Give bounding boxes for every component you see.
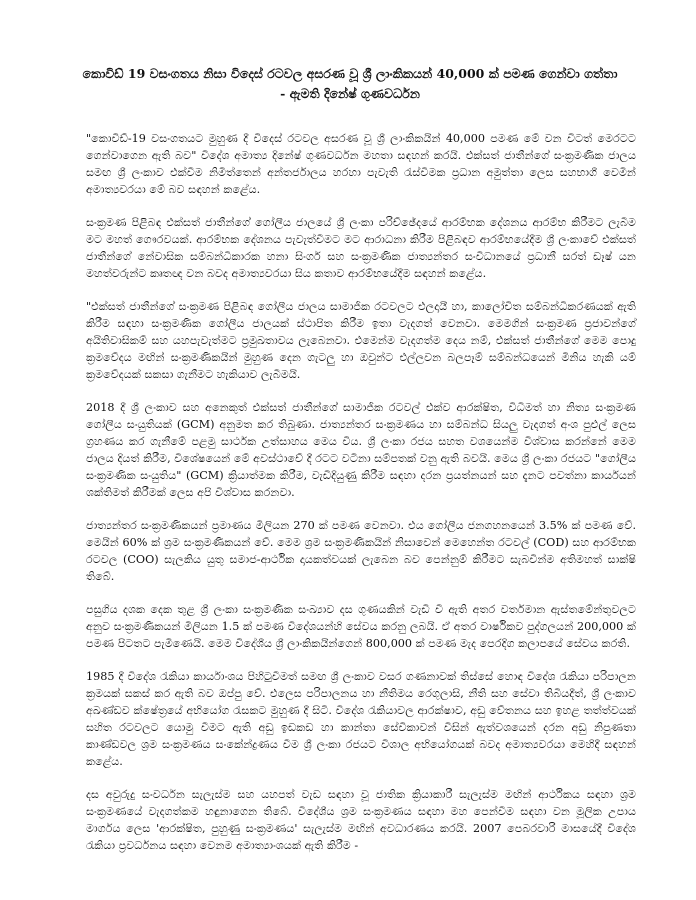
- title-line-1: කොවිඩ් 19 වසංගතය නිසා විදෙස් රටවල අසරණ වූ ශ්‍රී ලාංකිකයන් 40,000 ක් පමණ ගෙන්වා ගත්තා: [82, 66, 618, 81]
- paragraph-5: ජාත්‍යන්තර සංක්‍රමණිකයන් ප්‍රමාණය මිලියන 270 ක් පමණ වෙනවා. එය ගෝලීය ජනගහනයෙන් 3.5% ක් පමණ වේ. මෙයින් 60% ක් ශ්‍රම සංක්‍රමණිකයන් වේ. මෙම ශ්‍රම සංක්‍රමණිකයින් නිසාවෙන් මෙහෙන්ත රටවල් (COD) සහ ආරම්භක රටවල (COO) සැලකිය යුතු සමාජ-ආර්ථික දායකත්වයක් ලැබෙන බව පෙන්නුම් කිරීමට සැබවින්ම අතිමහත් සාක්ෂි තිබේ.: [86, 519, 636, 583]
- document-body: [86, 130, 636, 870]
- paragraph-4: 2018 දී ශ්‍රී ලංකාව සහ අනෙකුත් එක්සත් ජාතීන්ගේ සාමාජික රටවල් එක්ව ආරක්ෂිත, විධිමත් හා නිත්‍ය සංක්‍රමණ ගෝලීය සංයුතියක් (GCM) අනුමත කර තිබුණා. ජාත්‍යන්තර සංක්‍රමණය හා සම්බන්ධ සියලු වැදගත් අංශ පුළුල් ලෙස ග්‍රහණය කර ගැනීමේ පළමු සාර්ථක උත්සාහය මෙය විය. ශ්‍රී ලංකා රජය සහත වශයෙන්ම විශ්වාස කරන්නේ මෙම ජාලය දියත් කිරීම, විශේෂයෙන් මේ අවස්ථාවේ දී රටට වටිනා සම්පතක් වනු ඇති බවයි. මෙය ශ්‍රී ලංකා රජයට "ගෝලීය සංක්‍රමණික සංයුතිය" (GCM) ක්‍රියාත්මක කිරීම, වැඩිදියුණු කිරීම සඳහා දරන ප්‍රයත්නයන් සහ දැනට පවත්නා කාර්යයන් ශක්තිමත් කිරීමක් ලෙස අපි විශ්වාස කරනවා.: [86, 401, 636, 499]
- paragraph-1: "කොවිඩ්-19 වසංගතයට මුහුණ දී විදෙස් රටවල අසරණ වූ ශ්‍රී ලාංකිකයින් 40,000 පමණ මේ වන විටත් මෙරටට ගෙන්වාගෙන ඇති බව" විදේශ අමාත්‍ය දිනේෂ් ගුණවර්ධන මහතා සඳහන් කරයි. එක්සත් ජාතීන්ගේ සංක්‍රමණික ජාලය සමඟ ශ්‍රී ලංකාව එක්වීම නිමිත්තෙන් අන්තර්ජාලය හරහා පැවැති රැස්වීමක ප්‍රධාන අමුත්තා ලෙස සහභාගී වෙමින් අමාත්‍යවරයා මේ බව සඳහන් කළේය.: [86, 132, 636, 196]
- paragraph-8: දස අවුරුදු සංවර්ධන සැලැස්ම සහ යහපත් වැඩ සඳහා වූ ජාතික ක්‍රියාකාරී සැලැස්ම මඟින් ආර්ථිකය සඳහා ශ්‍රම සංක්‍රමණයේ වැදගත්කම හඳුනාගෙන තිබේ. විදේශීය ශ්‍රම සංක්‍රමණය සඳහා මහ පෙන්වීම සඳහා වන මූලික උපාය මාර්ගය ලෙස 'ආරක්ෂිත, පුහුණු සංක්‍රමණය' සැලැස්ම මඟින් අවධාරණය කරයි. 2007 පෙබරවාරි මාසයේදී විදේශ රැකියා ප්‍රවර්ධනය සඳහා වෙනම අමාත්‍යාංශයක් ඇති කිරීම -: [86, 788, 636, 852]
- title-line-2: - ඇමති දිනේෂ් ගුණවර්ධන: [280, 86, 420, 101]
- paragraph-2: සංක්‍රමණ පිළිබඳ එක්සත් ජාතීන්ගේ ගෝලීය ජාලයේ ශ්‍රී ලංකා පරිච්ඡේදයේ ආරම්භක දේශනය ආරම්භ කිරීමට ලැබීම මට මහත් ගෞරවයක්. ආරම්භක දේශනය පැවැත්වීමට මට ආරාධනා කිරීම පිළිබඳව ආරම්භයේදීම ශ්‍රී ලංකාවේ එක්සත් ජාතීන්ගේ නේවාසික සම්බන්ධීකාරක හනා සිංගර් සහ සංක්‍රමණික ජාත්‍යන්තර සංවිධානයේ ප්‍රධානී සරත් ඩෑෂ් යන මහත්වරුන්ට කෘතඥ වන බවද අමාත්‍යවරයා සිය කතාව ආරම්භයේදීම සඳහන් කළේය.: [86, 216, 636, 280]
- paragraph-6: පසුගිය දශක දෙක තුළ ශ්‍රී ලංකා සංක්‍රමණික සංඛ්‍යාව දස ගුණයකින් වැඩි වී ඇති අතර වර්තමාන ඇස්තමේන්තුවලට අනුව සංක්‍රමණිකයන් මිලියන 1.5 ක් පමණ විදේශයන්හි සේවය කරනු ලබයි. ඒ අතර වාර්ෂිකව පුද්ගලයන් 200,000 ක් පමණ පිටතට පැමිණෙයි. මෙම විදේශීය ශ්‍රී ලාංකිකයින්ගෙන් 800,000 ක් පමණ මැද පෙරදිග කලාපයේ සේවය කරති.: [86, 603, 636, 650]
- paragraph-3: "එක්සත් ජාතීන්ගේ සංක්‍රමණ පිළිබඳ ගෝලීය ජාලය සාමාජික රටවලට එලදායී හා, කාලෝචිත සම්බන්ධීකරණයක් ඇති කිරීම සඳහා සංක්‍රමණික ගෝලීය ජාලයක් ස්ථාපිත කිරීම ඉතා වැදගත් වෙනවා. මෙමගින් සංක්‍රමණ ප්‍රජාවන්ගේ අයිතිවාසිකම් සහ යහපැවැත්මට ප්‍රමුඛතාවය ලැබෙනවා. එමෙන්ම වැදගත්ම දෙය නම්, එක්සත් ජාතීන්ගේ මෙම පොදු ක්‍රමවේදය මඟින් සංක්‍රමණිකයින් මුහුණ දෙන ගැටලු හා ඔවුන්ට එල්ලවන බලපෑම් සම්බන්ධයෙන් මිනිය හැකි යම් ක්‍රමවේදයක් සකසා ගැනීමට හැකියාව ලැබීමයි.: [86, 300, 636, 381]
- document-title: [60, 64, 640, 104]
- paragraph-7: 1985 දී විදේශ රැකියා කාර්යාංශය පිහිටුවීමත් සමඟ ශ්‍රී ලංකාව වසර ගණනාවක් තිස්සේ හොඳ විදේශ රැකියා පරිපාලන ක්‍රමයක් සකස් කර ඇති බව ඔප්පු වේ. එලෙස පරිපාලනය හා නීතිමය රෙගුලාසි, නීති සහ සේවා තිබියදීත්, ශ්‍රී ලංකාව අඛණ්ඩව ක්ෂේත්‍රයේ අභියෝග රැසකට මුහුණ දී සිටී. විදේශ රැකියාවල ආරක්ෂාව, අඩු වේතනය සහ ඉහළ තත්ත්වයක් සහිත රටවලට යොමු වීමට ඇති අඩු ඉඩකඩ හා කාන්තා සේවිකාවන් විසින් ඇත්වශයෙන් දරන අඩු නිපුණතා කාණ්ඩවල ශ්‍රම සංක්‍රමණය සංකේන්ද්‍රණය වීම ශ්‍රී ලංකා රජයට විශාල අභියෝගයක් බවද අමාත්‍යවරයා මෙහිදී සඳහන් කළේය.: [86, 670, 636, 768]
